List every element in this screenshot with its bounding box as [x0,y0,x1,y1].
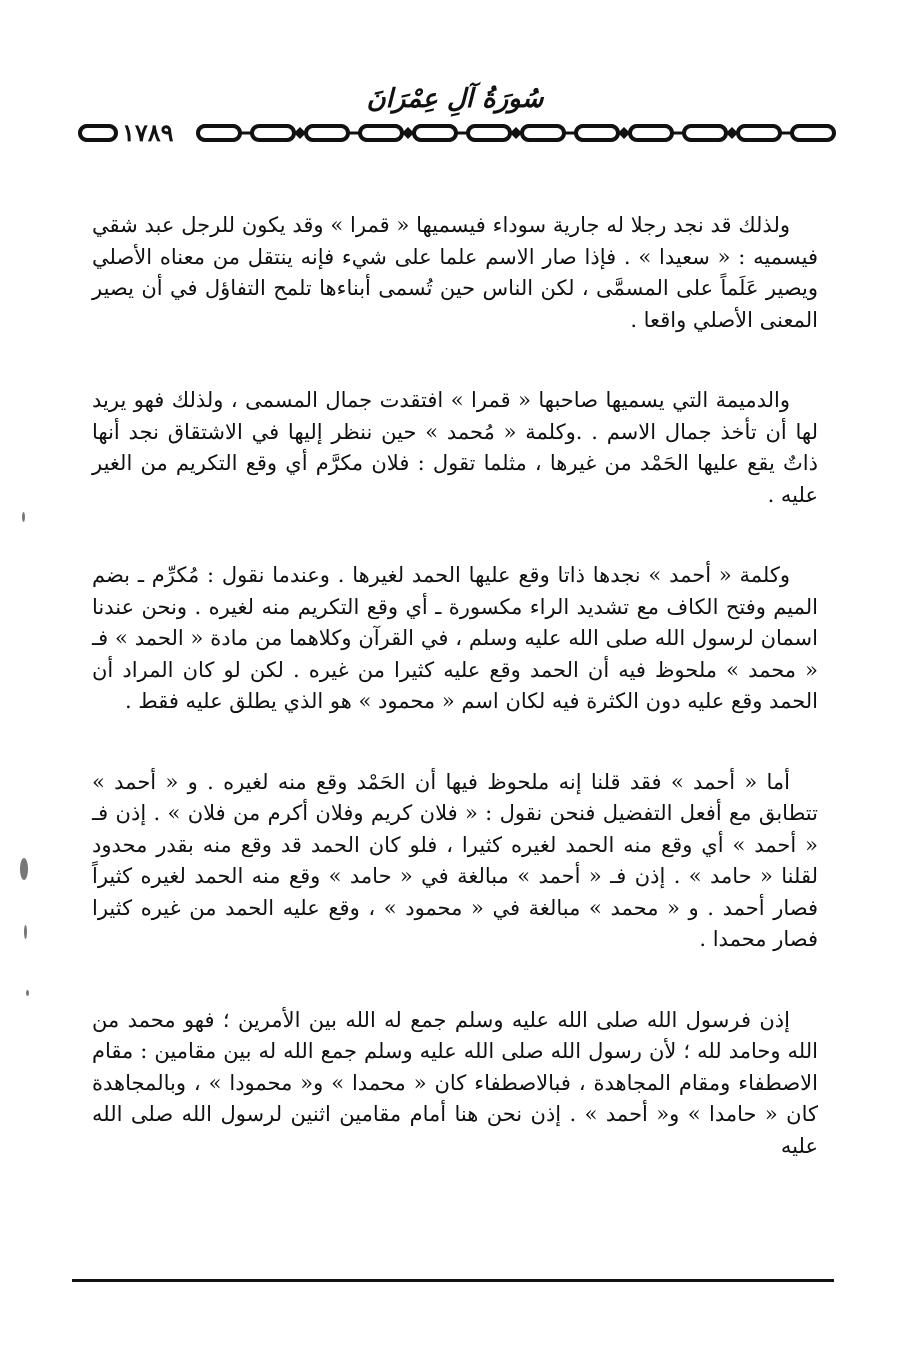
paragraph: إذن فرسول الله صلى الله عليه وسلم جمع له الله بين الأمرين ؛ فهو محمد من الله وحامد لله ؛ لأن رسول الله صلى الله عليه وسلم جمع الله له بين مقامين : مقام الاصطفاء ومقام المجاهدة ، فبالاصطفاء كان « محمدا » و« محمودا » ، وبالمجاهدة كان « حامدا » و« أحمد » . إذن نحن هنا أمام مقامين اثنين لرسول الله صلى الله عليه [92,1007,818,1158]
chain-link [684,126,726,140]
scan-speck [20,858,28,880]
chain-link [306,126,348,140]
scan-speck [26,990,29,996]
chain-link [80,126,116,140]
chain-link [414,126,456,140]
chain-link [198,126,240,140]
paragraph: أما « أحمد » فقد قلنا إنه ملحوظ فيها أن الحَمْد وقع منه لغيره . و « أحمد » تتطابق مع أفعل التفضيل فنحن نقول : « فلان كريم وفلان أكرم من فلان » . إذن فـ « أحمد » أي وقع منه الحمد لغيره كثيرا ، فلو كان الحمد قد وقع منه بقدر محدود لقلنا « حامد » . إذن فـ « أحمد » مبالغة في « حامد » وقع منه الحمد لغيره كثيراً فصار أحمد . و « محمد » مبالغة في « محمود » ، وقع عليه الحمد من غيره كثيرا فصار محمدا . [92,769,818,951]
chain-link [360,126,402,140]
paragraph: وكلمة « أحمد » نجدها ذاتا وقع عليها الحمد لغيرها . وعندما نقول : مُكرِّم ـ بضم الميم وفتح الكاف مع تشديد الراء مكسورة ـ أي وقع التكريم منه لغيره . ونحن عندنا اسمان لرسول الله صلى الله عليه وسلم ، في القرآن وكلاهما من مادة « الحمد » فـ « محمد » ملحوظ فيه أن الحمد وقع عليه كثيرا من غيره . لكن لو كان المراد أن الحمد وقع عليه دون الكثرة فيه لكان اسم « محمود » هو الذي يطلق عليه فقط . [92,563,818,713]
surah-title: سُورَةُ آلِ عِمْرَانَ [366,84,544,114]
chain-link [522,126,564,140]
paragraph: والدميمة التي يسميها صاحبها « قمرا » افتقدت جمال المسمى ، ولذلك فهو يريد لها أن تأخذ جمال الاسم . .وكلمة « مُحمد » حين ننظر إليها في الاشتقاق نجد أنها ذاتٌ يقع عليها الحَمْد من غيرها ، مثلما تقول : فلان مكرَّم أي وقع التكريم من الغير عليه . [92,388,818,507]
chain-ornament [78,116,848,150]
chain-link [252,126,294,140]
page-number: ١٧٨٩ [118,116,178,150]
paragraph: ولذلك قد نجد رجلا له جارية سوداء فيسميها « قمرا » وقد يكون للرجل عبد شقي فيسميه : « سعيدا » . فإذا صار الاسم علما على شيء فإنه ينتقل من معناه الأصلي ويصير عَلَماً على المسمَّى ، لكن الناس حين تُسمى أبناءها تلمح التفاؤل في أن يصير المعنى الأصلي واقعا . [92,213,818,332]
chain-link [468,126,510,140]
chain-link [576,126,618,140]
scan-speck [22,512,25,522]
scan-speck [24,925,27,939]
chain-link [630,126,672,140]
main-text [92,210,818,1162]
bottom-rule [72,1279,834,1282]
header-ornament-band [78,116,848,150]
chain-link [738,126,780,140]
chain-link [792,126,834,140]
